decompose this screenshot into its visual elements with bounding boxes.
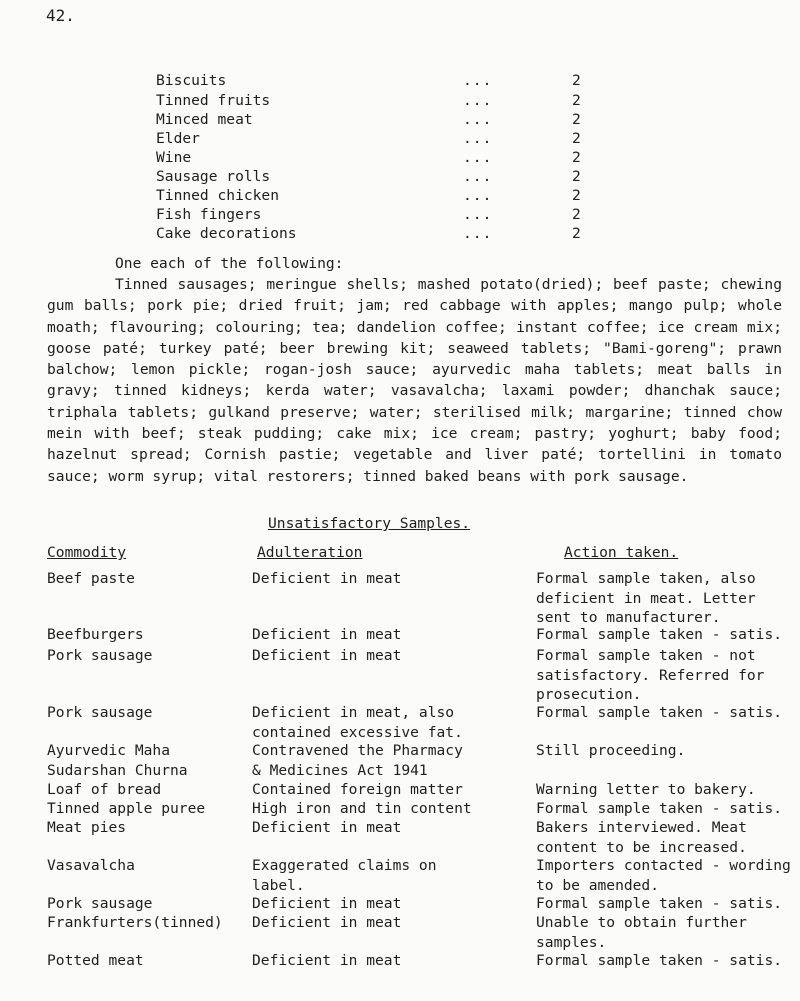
leader-dots: ... xyxy=(463,206,493,223)
adulteration-cell: Contravened the Pharmacy & Medicines Act 1941 xyxy=(252,742,463,779)
adulteration-cell: Deficient in meat xyxy=(252,626,402,643)
column-header-adulteration: Adulteration xyxy=(257,544,363,561)
adulteration-cell: Contained foreign matter xyxy=(252,781,463,798)
items-paragraph: Tinned sausages; meringue shells; mashed potato(dried); beef paste; chewing gum balls; pork pie; dried fruit; jam; red cabbage with apples; mango pulp; whole moath; flavouring; colouring; tea; dandelion coffee; instant coffee; ice cream mix; goose paté; turkey paté; beer brewing kit; seaweed tablets; "Bami-goreng"; prawn balchow; lemon pickle; rogan-josh sauce; ayurvedic maha tablets; meat balls in gravy; tinned kidneys; kerda water; vasavalcha; laxami powder; dhanchak sauce; triphala tablets; gulkand preserve; water; sterilised milk; margarine; tinned chow mein with beef; steak pudding; cake mix; ice cream; pastry; yoghurt; baby food; hazelnut spread; Cornish pastie; vegetable and liver paté; tortellini in tomato sauce; worm syrup; vital restorers; tinned baked beans with pork sausage. xyxy=(47,276,782,485)
commodity-cell: Tinned apple puree xyxy=(47,800,206,817)
item-count: 2 xyxy=(572,225,581,242)
item-count: 2 xyxy=(572,92,581,109)
leader-dots: ... xyxy=(463,92,493,109)
adulteration-cell: Exaggerated claims on label. xyxy=(252,857,437,894)
action-cell: Formal sample taken - satis. xyxy=(536,626,783,643)
commodity-cell: Loaf of bread xyxy=(47,781,162,798)
adulteration-cell: Deficient in meat xyxy=(252,952,402,969)
leader-dots: ... xyxy=(463,149,493,166)
action-cell: Formal sample taken - satis. xyxy=(536,895,783,912)
action-cell: Still proceeding. xyxy=(536,742,686,759)
item-count: 2 xyxy=(572,72,581,89)
adulteration-cell: High iron and tin content xyxy=(252,800,472,817)
commodity-cell: Pork sausage xyxy=(47,704,153,721)
leader-dots: ... xyxy=(463,225,493,242)
item-count: 2 xyxy=(572,187,581,204)
adulteration-cell: Deficient in meat xyxy=(252,895,402,912)
item-name: Cake decorations xyxy=(156,225,297,242)
adulteration-cell: Deficient in meat xyxy=(252,570,402,587)
commodity-cell: Frankfurters(tinned) xyxy=(47,914,223,931)
adulteration-cell: Deficient in meat, also contained excessive fat. xyxy=(252,704,463,741)
list-item xyxy=(156,72,586,94)
commodity-cell: Pork sausage xyxy=(47,895,153,912)
item-count: 2 xyxy=(572,111,581,128)
adulteration-cell: Deficient in meat xyxy=(252,819,402,836)
item-name: Minced meat xyxy=(156,111,253,128)
commodity-cell: Beefburgers xyxy=(47,626,144,643)
commodity-cell: Potted meat xyxy=(47,952,144,969)
leader-dots: ... xyxy=(463,111,493,128)
leader-dots: ... xyxy=(463,72,493,89)
item-count: 2 xyxy=(572,130,581,147)
item-count: 2 xyxy=(572,168,581,185)
commodity-cell: Meat pies xyxy=(47,819,127,836)
item-name: Elder xyxy=(156,130,200,147)
action-cell: Warning letter to bakery. xyxy=(536,781,756,798)
item-name: Wine xyxy=(156,149,192,166)
item-name: Tinned fruits xyxy=(156,92,271,109)
commodity-cell: Beef paste xyxy=(47,570,135,587)
commodity-cell: Vasavalcha xyxy=(47,857,135,874)
leader-dots: ... xyxy=(463,168,493,185)
action-cell: Importers contacted - wording to be amended. xyxy=(536,857,791,894)
action-cell: Formal sample taken - satis. xyxy=(536,704,783,721)
action-cell: Bakers interviewed. Meat content to be increased. xyxy=(536,819,747,856)
item-count: 2 xyxy=(572,149,581,166)
action-cell: Formal sample taken, also deficient in meat. Letter sent to manufacturer. xyxy=(536,570,756,626)
commodity-cell: Pork sausage xyxy=(47,647,153,664)
adulteration-cell: Deficient in meat xyxy=(252,647,402,664)
action-cell: Formal sample taken - not satisfactory. Referred for prosecution. xyxy=(536,647,765,703)
page-number: 42. xyxy=(46,6,75,25)
leader-dots: ... xyxy=(463,130,493,147)
table-title: Unsatisfactory Samples. xyxy=(268,515,471,532)
column-header-commodity: Commodity xyxy=(47,544,127,561)
column-header-action: Action taken. xyxy=(564,544,679,561)
item-name: Tinned chicken xyxy=(156,187,280,204)
commodity-cell: Ayurvedic Maha Sudarshan Churna xyxy=(47,742,188,779)
item-name: Fish fingers xyxy=(156,206,262,223)
action-cell: Formal sample taken - satis. xyxy=(536,952,783,969)
item-count: 2 xyxy=(572,206,581,223)
item-name: Biscuits xyxy=(156,72,227,89)
action-cell: Unable to obtain further samples. xyxy=(536,914,747,951)
list-item xyxy=(156,225,586,247)
action-cell: Formal sample taken - satis. xyxy=(536,800,783,817)
item-name: Sausage rolls xyxy=(156,168,271,185)
adulteration-cell: Deficient in meat xyxy=(252,914,402,931)
leader-dots: ... xyxy=(463,187,493,204)
one-each-heading: One each of the following: xyxy=(115,255,344,272)
